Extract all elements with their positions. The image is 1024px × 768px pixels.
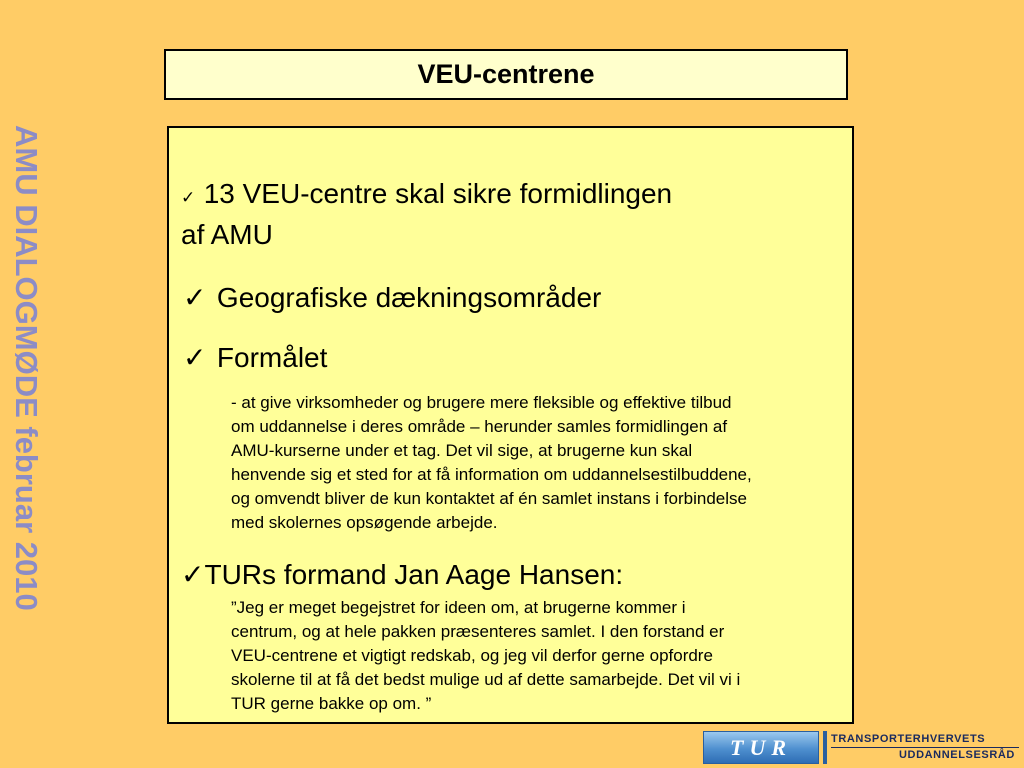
title-box <box>164 49 848 100</box>
tur-logo-badge <box>703 731 819 764</box>
quote-line: VEU-centrene et vigtigt redskab, og jeg vil derfor gerne opfordre <box>231 646 713 665</box>
quote-line: centrum, og at hele pakken præsenteres samlet. I den forstand er <box>231 622 725 641</box>
check-icon: ✓ <box>183 282 207 313</box>
logo-rule <box>831 747 1019 748</box>
formaal-line: AMU-kurserne under et tag. Det vil sige, at brugerne kun skal <box>231 441 693 460</box>
quote-paragraph <box>231 596 740 716</box>
check-icon: ✓ <box>181 559 205 590</box>
quote-line: skolerne til at få det bedst mulige ud af dette samarbejde. Det vil vi i <box>231 670 741 689</box>
bullet-4 <box>181 558 623 591</box>
bullet-3-text: Formålet <box>216 342 328 373</box>
tur-logo <box>703 729 1021 766</box>
bullet-1-line-2: af AMU <box>181 219 273 250</box>
bullet-1-text: 13 VEU-centre skal sikre formidlingen <box>203 178 673 209</box>
content-box <box>167 126 854 724</box>
formaal-paragraph <box>231 391 752 535</box>
bullet-3 <box>183 341 327 374</box>
formaal-line: - at give virksomheder og brugere mere fleksible og effektive tilbud <box>231 393 732 412</box>
bullet-2 <box>183 281 601 314</box>
formaal-line: henvende sig et sted for at få information om uddannelsestilbuddene, <box>231 465 752 484</box>
side-label: AMU DIALOGMØDE februar 2010 <box>9 125 44 611</box>
logo-line-2: UDDANNELSESRÅD <box>899 749 1015 761</box>
quote-line: ”Jeg er meget begejstret for ideen om, at brugerne kommer i <box>231 598 686 617</box>
bullet-1-line-1 <box>181 178 672 210</box>
bullet-4-text: TURs formand Jan Aage Hansen: <box>204 559 624 590</box>
logo-line-1: TRANSPORTERHVERVETS <box>831 733 986 745</box>
logo-divider <box>823 731 827 764</box>
formaal-line: med skolernes opsøgende arbejde. <box>231 513 498 532</box>
tur-logo-badge-text: TUR <box>730 734 792 760</box>
check-icon: ✓ <box>181 188 196 207</box>
formaal-line: og omvendt bliver de kun kontaktet af én samlet instans i forbindelse <box>231 489 747 508</box>
quote-line: TUR gerne bakke op om. ” <box>231 694 432 713</box>
bullet-2-text: Geografiske dækningsområder <box>216 282 602 313</box>
check-icon: ✓ <box>183 342 207 373</box>
formaal-line: om uddannelse i deres område – herunder samles formidlingen af <box>231 417 728 436</box>
slide-title: VEU-centrene <box>417 59 595 89</box>
